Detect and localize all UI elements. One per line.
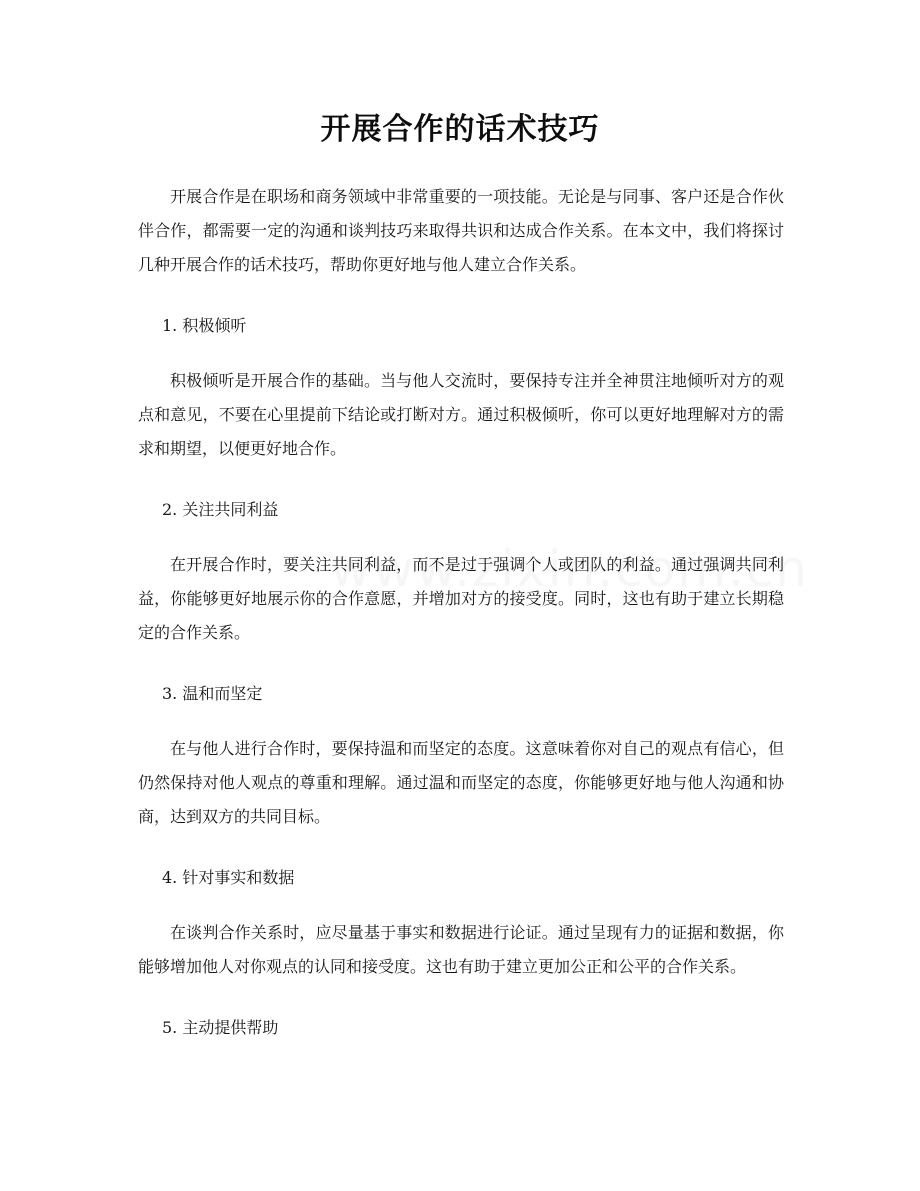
section-heading-2: 2. 关注共同利益 [162,500,279,519]
section-paragraph-2: 在开展合作时，要关注共同利益，而不是过于强调个人或团队的利益。通过强调共同利益，你能够更好地展示你的合作意愿，并增加对方的接受度。同时，这也有助于建立长期稳定的合作关系。 [138,555,784,642]
page-title: 开展合作的话术技巧 [320,112,600,147]
section-heading-1: 1. 积极倾听 [162,316,247,335]
section-paragraph-4: 在谈判合作关系时，应尽量基于事实和数据进行论证。通过呈现有力的证据和数据，你能够增加他人对你观点的认同和接受度。这也有助于建立更加公正和公平的合作关系。 [138,923,784,976]
section-heading-4: 4. 针对事实和数据 [162,868,295,887]
section-heading-3: 3. 温和而坚定 [162,684,263,703]
intro-paragraph: 开展合作是在职场和商务领域中非常重要的一项技能。无论是与同事、客户还是合作伙伴合作，都需要一定的沟通和谈判技巧来取得共识和达成合作关系。在本文中，我们将探讨几种开展合作的话术技巧，帮助你更好地与他人建立合作关系。 [138,187,784,274]
section-paragraph-3: 在与他人进行合作时，要保持温和而坚定的态度。这意味着你对自己的观点有信心，但仍然保持对他人观点的尊重和理解。通过温和而坚定的态度，你能够更好地与他人沟通和协商，达到双方的共同目标。 [138,739,784,826]
section-heading-5: 5. 主动提供帮助 [162,1018,279,1037]
section-paragraph-1: 积极倾听是开展合作的基础。当与他人交流时，要保持专注并全神贯注地倾听对方的观点和意见，不要在心里提前下结论或打断对方。通过积极倾听，你可以更好地理解对方的需求和期望，以便更好地合作。 [138,371,784,458]
document-body [138,180,784,1066]
